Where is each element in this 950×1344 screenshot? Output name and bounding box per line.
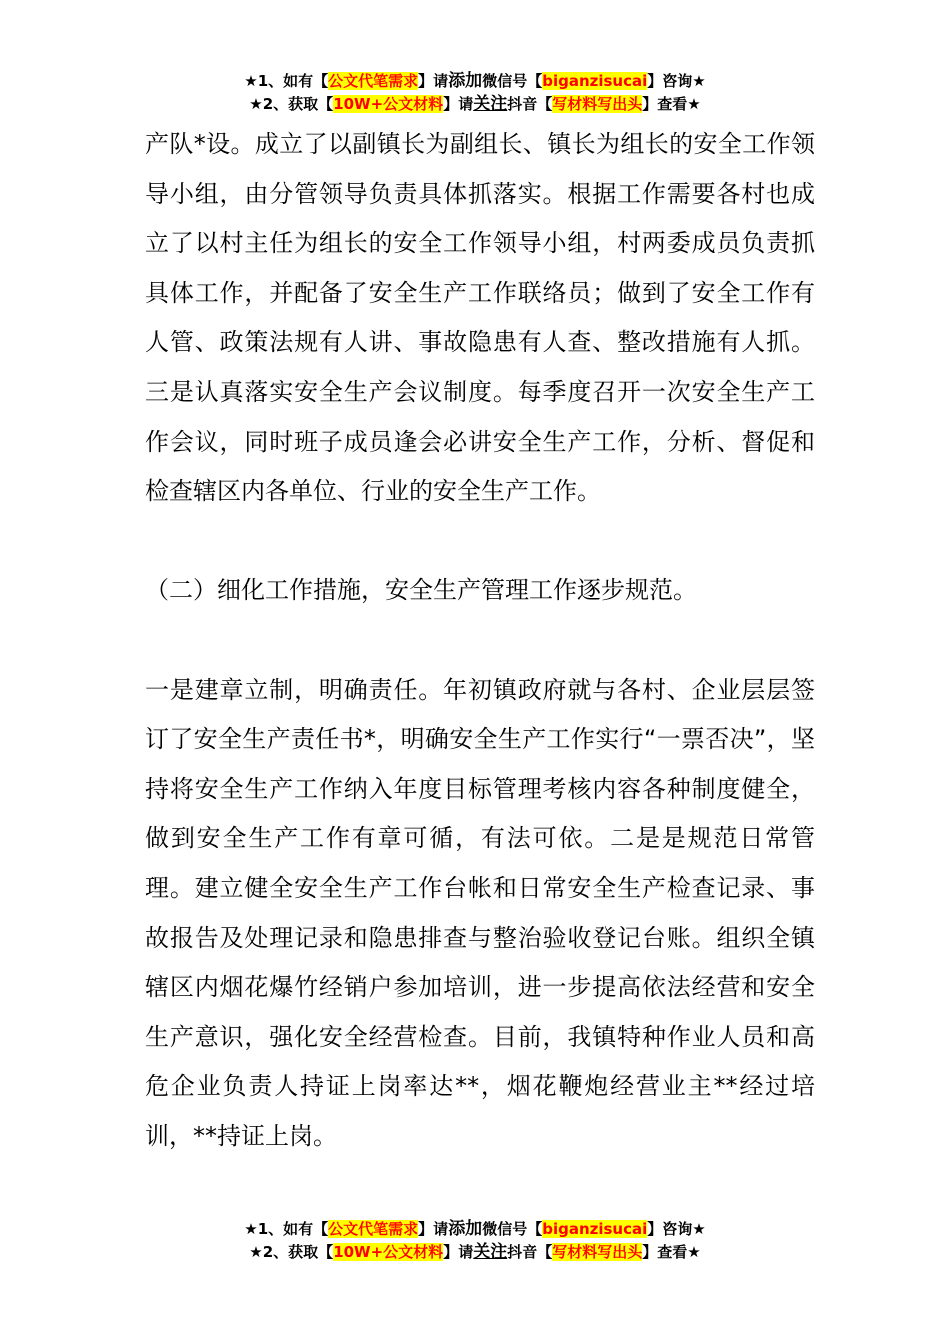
promo-highlight: 10W+公文材料 <box>333 95 444 113</box>
section-heading: （二）细化工作措施，安全生产管理工作逐步规范。 <box>145 576 697 605</box>
paragraph-spacer <box>145 517 815 567</box>
promo-banner-top <box>0 70 950 116</box>
promo-text: ★2、获取【 <box>249 1243 334 1261</box>
promo-text: 】咨询★ <box>647 72 706 90</box>
promo-text: 抖音【 <box>507 1243 553 1261</box>
promo-text: ★1、如有【 <box>244 1220 329 1238</box>
paragraph-spacer <box>145 616 815 666</box>
promo-emphasis: 关注 <box>473 94 508 114</box>
promo-highlight: biganzisucai <box>542 72 648 90</box>
body-paragraph: 产队*设。成立了以副镇长为副组长、镇长为组长的安全工作领导小组，由分管领导负责具体抓落实。根据工作需要各村也成立了以村主任为组长的安全工作领导小组，村两委成员负责抓具体工作，并配备了安全生产工作联络员；做到了安全工作有人管、政策法规有人讲、事故隐患有人查、整改措施有人抓。三是认真落实安全生产会议制度。每季度召开一次安全生产工作会议，同时班子成员逢会必讲安全生产工作，分析、督促和检查辖区内各单位、行业的安全生产工作。 <box>145 130 815 506</box>
promo-highlight: 写材料写出头 <box>552 95 643 113</box>
promo-highlight: 写材料写出头 <box>552 1243 643 1261</box>
promo-text: 】请 <box>443 1243 474 1261</box>
promo-text: 抖音【 <box>507 95 553 113</box>
promo-text: 微信号【 <box>482 72 543 90</box>
document-body <box>145 120 815 1161</box>
promo-text: 】咨询★ <box>647 1220 706 1238</box>
promo-banner-bottom <box>0 1218 950 1264</box>
promo-highlight: 公文代笔需求 <box>328 72 419 90</box>
promo-line-2 <box>0 1241 950 1264</box>
promo-text: 】请 <box>418 72 449 90</box>
promo-text: 微信号【 <box>482 1220 543 1238</box>
promo-text: ★1、如有【 <box>244 72 329 90</box>
promo-text: 】查看★ <box>642 95 701 113</box>
promo-text: 】请 <box>443 95 474 113</box>
promo-emphasis: 添加 <box>448 1219 483 1239</box>
promo-text: ★2、获取【 <box>249 95 334 113</box>
promo-text: 】请 <box>418 1220 449 1238</box>
promo-highlight: 10W+公文材料 <box>333 1243 444 1261</box>
body-paragraph: 一是建章立制，明确责任。年初镇政府就与各村、企业层层签订了安全生产责任书*，明确安全生产工作实行“一票否决”，坚持将安全生产工作纳入年度目标管理考核内容各种制度健全，做到安全生产工作有章可循，有法可依。二是是规范日常管理。建立健全安全生产工作台帐和日常安全生产检查记录、事故报告及处理记录和隐患排查与整治验收登记台账。组织全镇辖区内烟花爆竹经销户参加培训，进一步提高依法经营和安全生产意识，强化安全经营检查。目前，我镇特种作业人员和高危企业负责人持证上岗率达**，烟花鞭炮经营业主**经过培训，**持证上岗。 <box>145 675 815 1150</box>
promo-text: 】查看★ <box>642 1243 701 1261</box>
promo-line-2 <box>0 93 950 116</box>
promo-emphasis: 添加 <box>448 71 483 91</box>
promo-highlight: biganzisucai <box>542 1220 648 1238</box>
promo-line-1 <box>0 70 950 93</box>
promo-highlight: 公文代笔需求 <box>328 1220 419 1238</box>
promo-line-1 <box>0 1218 950 1241</box>
promo-emphasis: 关注 <box>473 1242 508 1262</box>
